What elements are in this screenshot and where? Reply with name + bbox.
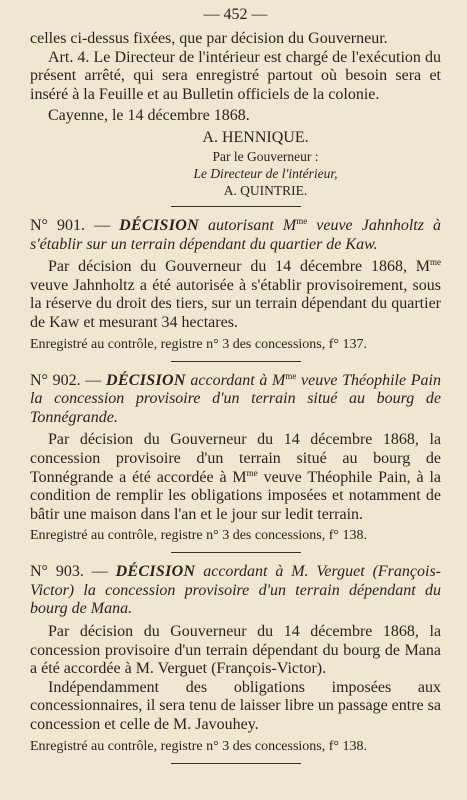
body-text: Par décision du Gouverneur du 14 décembre 1868, la concession provisoire d'un terrain situé au bourg de Tonnégrande a été accordée à M xyxy=(30,431,441,486)
countersignatory: A. QUINTRIE. xyxy=(223,182,308,198)
heading-dash: — xyxy=(85,216,120,234)
heading-sup: me xyxy=(285,370,297,381)
article-4: Art. 4. Le Directeur de l'intérieur est chargé de l'exécution du présent arrêté, qui sera enregistré partout où besoin sera et inséré à la Feuille et au Bulletin officiels de la colonie. xyxy=(30,48,441,103)
decision-label: DÉCISION xyxy=(105,371,186,389)
decision-heading xyxy=(30,563,441,619)
registration-note: Enregistré au contrôle, registre n° 3 des concessions, f° 137. xyxy=(30,336,367,352)
decision-number: N° 901. xyxy=(30,216,86,234)
decision-number: N° 903. xyxy=(30,563,84,581)
heading-dash: — xyxy=(80,371,106,389)
decision-body xyxy=(30,258,441,332)
decision-label: DÉCISION xyxy=(119,216,199,234)
divider xyxy=(171,206,301,207)
divider xyxy=(171,763,301,764)
par-le-gouverneur: Par le Gouverneur : xyxy=(212,148,319,164)
decision-body-2: Indépendamment des obligations imposées aux concessionnaires, il sera tenu de laisser libre un passage entre sa concession et celle de M. Javouhey. xyxy=(30,678,441,734)
directeur-title: Le Directeur de l'intérieur, xyxy=(193,165,338,181)
decision-body: Par décision du Gouverneur du 14 décembre 1868, la concession provisoire d'un terrain dépendant du bourg de Mana a été accordée à M. Verguet (François-Victor). xyxy=(30,623,441,678)
heading-text-2: veuve Théophile Pain la concession provisoire d'un terrain situé au bourg de Tonnégrande. xyxy=(30,371,441,426)
decision-901 xyxy=(30,217,441,354)
body-text-2: veuve Théophile Pain, à la condition de remplir les obligations imposées et notamment de bâtir une maison dans l'an et le jour sur ledit terrain. xyxy=(30,468,442,523)
registration-note: Enregistré au contrôle, registre n° 3 des concessions, f° 138. xyxy=(30,738,367,754)
heading-dash: — xyxy=(83,563,116,581)
heading-text: accordant à M. Verguet (François-Victor) la concession provisoire d'un terrain dépendant du bourg de Mana. xyxy=(30,563,442,618)
decision-number: N° 902. xyxy=(30,371,81,389)
divider xyxy=(171,552,301,553)
decision-heading xyxy=(30,372,441,428)
heading-text: accordant à M xyxy=(185,371,286,389)
heading-text-2: veuve Jahnholtz à s'établir sur un terrain dépendant du quartier de Kaw. xyxy=(30,216,442,253)
heading-sup: me xyxy=(296,215,308,226)
decision-heading xyxy=(30,217,441,254)
body-text-2: veuve Jahnholtz a été autorisée à s'établir provisoirement, sous la réserve du droit des tiers, sur un terrain dépendant du quartier de Kaw et mesurant 34 hectares. xyxy=(30,276,441,331)
body-sup: me xyxy=(430,257,441,268)
body-text: Par décision du Gouverneur du 14 décembre 1868, M xyxy=(48,258,430,276)
divider xyxy=(171,361,301,362)
body-sup: me xyxy=(246,467,258,478)
registration-note: Enregistré au contrôle, registre n° 3 des concessions, f° 138. xyxy=(30,528,367,544)
decision-903 xyxy=(30,563,441,755)
heading-text: autorisant M xyxy=(198,216,297,234)
place-date: Cayenne, le 14 décembre 1868. xyxy=(48,107,250,125)
signatory: A. HENNIQUE. xyxy=(202,128,309,146)
page-number: — 452 — xyxy=(203,6,268,23)
decision-label: DÉCISION xyxy=(115,563,196,581)
decision-body xyxy=(30,431,441,524)
decision-902 xyxy=(30,372,441,546)
intro-line: celles ci-dessus fixées, que par décision du Gouverneur. xyxy=(30,30,388,47)
